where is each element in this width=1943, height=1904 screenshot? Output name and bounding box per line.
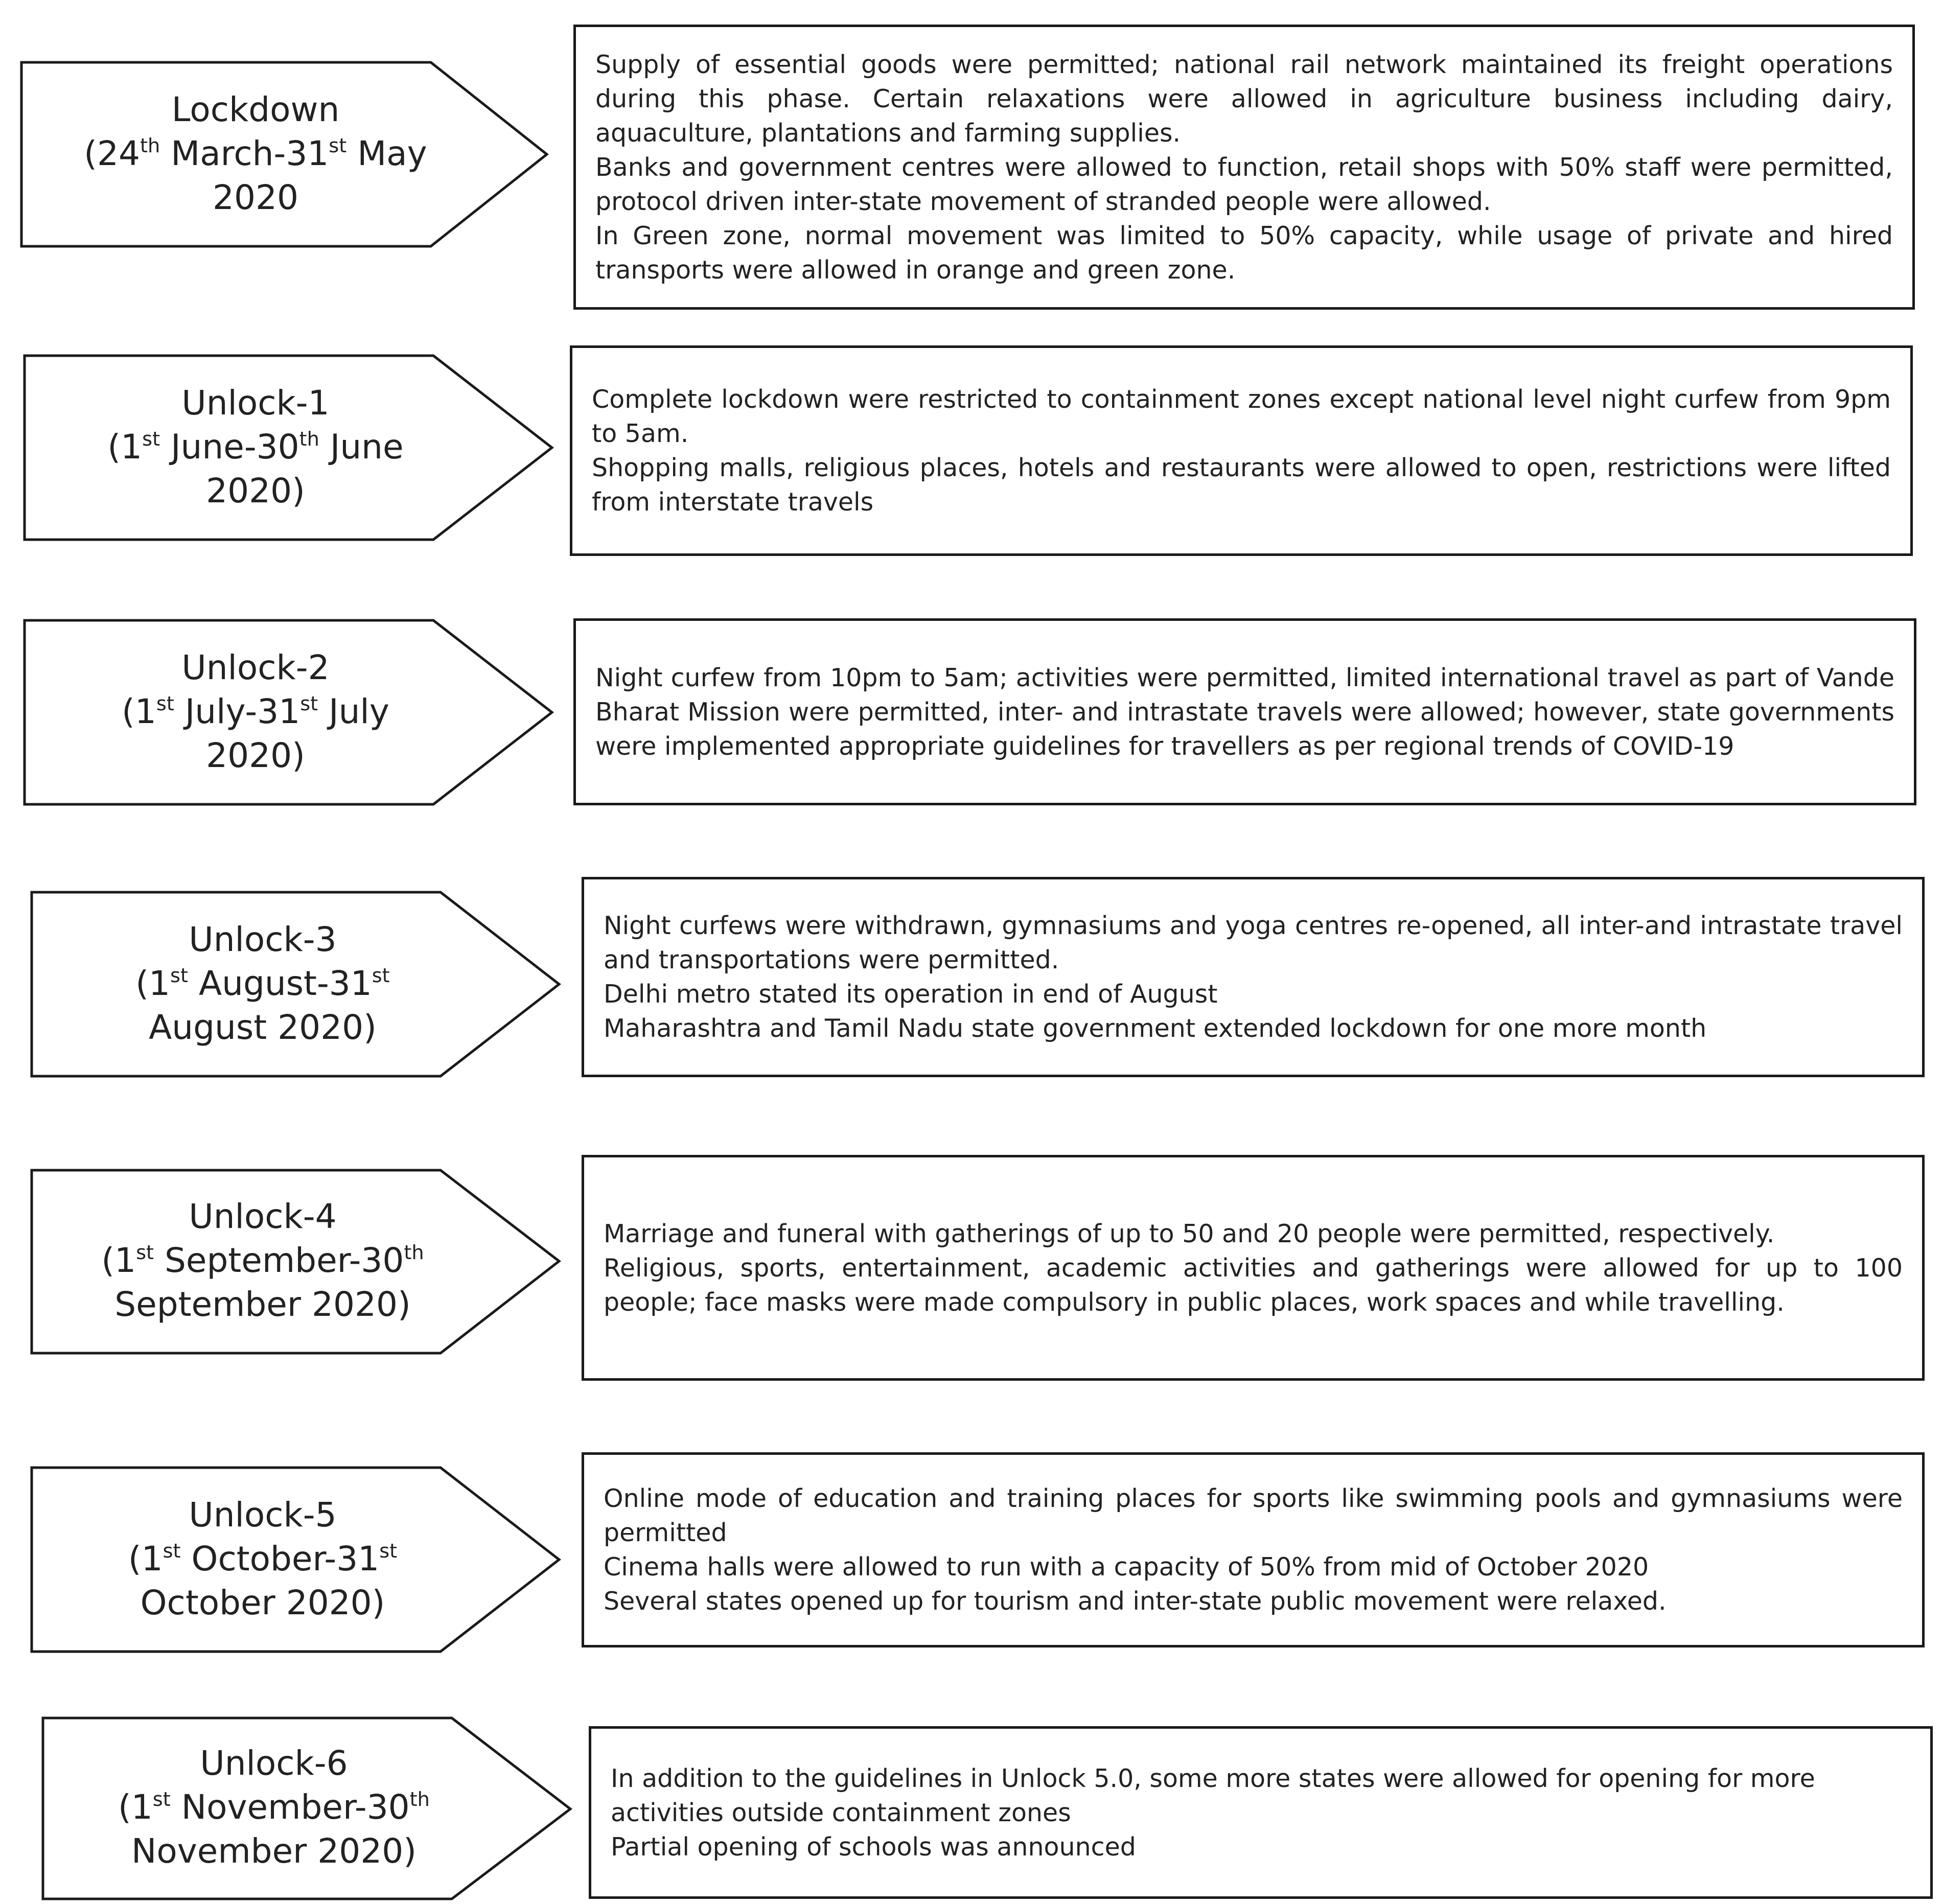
phase-date-range: (1st October-31st [128, 1539, 398, 1578]
phase-date-range: (1st July-31st July [122, 692, 389, 731]
phase-detail: In Green zone, normal movement was limited to 50% capacity, while usage of private and hired transports were allowed in orange and green zone. [595, 221, 1893, 285]
phase-name: Unlock-6 [200, 1744, 348, 1783]
phase-year: October 2020) [140, 1583, 385, 1622]
phase-detail: Banks and government centres were allowed to function, retail shops with 50% staff were permitted, protocol driven inter-state movement of stranded people were allowed. [595, 152, 1893, 216]
phase-year: 2020 [213, 178, 298, 217]
phase-detail: Delhi metro stated its operation in end of August [604, 980, 1218, 1009]
phase-date-range: (1st June-30th June [107, 427, 404, 467]
phase-year: November 2020) [131, 1831, 417, 1871]
phase-detail: Religious, sports, entertainment, academic activities and gatherings were allowed for up to 100 people; face masks were made compulsory in public places, work spaces and while travelling. [604, 1253, 1903, 1317]
phase-details-box [573, 25, 1915, 310]
phase-detail: Cinema halls were allowed to run with a capacity of 50% from mid of October 2020 [604, 1552, 1649, 1582]
phase-details-box [582, 1452, 1925, 1647]
phase-name: Unlock-3 [189, 920, 337, 959]
phase-date-range: (1st November-30th [118, 1787, 430, 1827]
phase-detail: In addition to the guidelines in Unlock 5.0, some more states were allowed for opening for more activities outside containment zones [611, 1763, 1815, 1827]
phase-detail: Marriage and funeral with gatherings of up to 50 and 20 people were permitted, respectively. [604, 1219, 1775, 1248]
phase-date-range: (1st August-31st [135, 964, 390, 1003]
phase-name: Unlock-4 [189, 1197, 337, 1236]
phase-detail: Several states opened up for tourism and inter-state public movement were relaxed. [604, 1587, 1667, 1616]
phase-label [49, 1728, 499, 1887]
phase-name: Unlock-1 [181, 383, 330, 423]
phase-arrow-shape [0, 0, 588, 1901]
phase-date-range: (24th March-31st May [84, 134, 427, 173]
phase-detail: Maharashtra and Tamil Nadu state government extended lockdown for one more month [604, 1014, 1707, 1043]
phase-details-box [570, 345, 1913, 556]
phase-detail: Supply of essential goods were permitted; national rail network maintained its freight operations during this phase. Certain relaxations were allowed in agriculture business including dairy, aquaculture, plantations and farming supplies. [595, 50, 1893, 148]
phase-year: September 2020) [114, 1285, 411, 1324]
phase-year: 2020) [206, 736, 305, 775]
phase-details-box [582, 1155, 1925, 1381]
phase-year: 2020) [206, 471, 305, 510]
phase-date-range: (1st September-30th [101, 1241, 424, 1280]
phase-year: August 2020) [149, 1008, 377, 1047]
phase-details-box [589, 1726, 1933, 1899]
phase-detail: Partial opening of schools was announced [611, 1832, 1136, 1862]
phase-detail: Night curfew from 10pm to 5am; activities were permitted, limited international travel as part of Vande Bharat Mission were permitted, inter- and intrastate travels were allowed; however, state governments were implemented appropriate guidelines for travellers as per regional trends of COVID-19 [595, 663, 1894, 761]
phase-name: Unlock-2 [181, 648, 330, 687]
phase-name: Unlock-5 [189, 1495, 337, 1535]
phase-detail: Online mode of education and training places for sports like swimming pools and gymnasiums were permitted [604, 1484, 1903, 1547]
phase-detail: Shopping malls, religious places, hotels and restaurants were allowed to open, restrictions were lifted from interstate travels [592, 453, 1891, 517]
phase-name: Lockdown [171, 90, 340, 129]
phase-detail: Night curfews were withdrawn, gymnasiums and yoga centres re-opened, all inter-and intrastate travel and transportations were permitted. [604, 911, 1903, 974]
phase-details-box [573, 618, 1916, 805]
phase-detail: Complete lockdown were restricted to containment zones except national level night curfew from 9pm to 5am. [592, 385, 1891, 448]
phase-details-box [582, 877, 1925, 1077]
